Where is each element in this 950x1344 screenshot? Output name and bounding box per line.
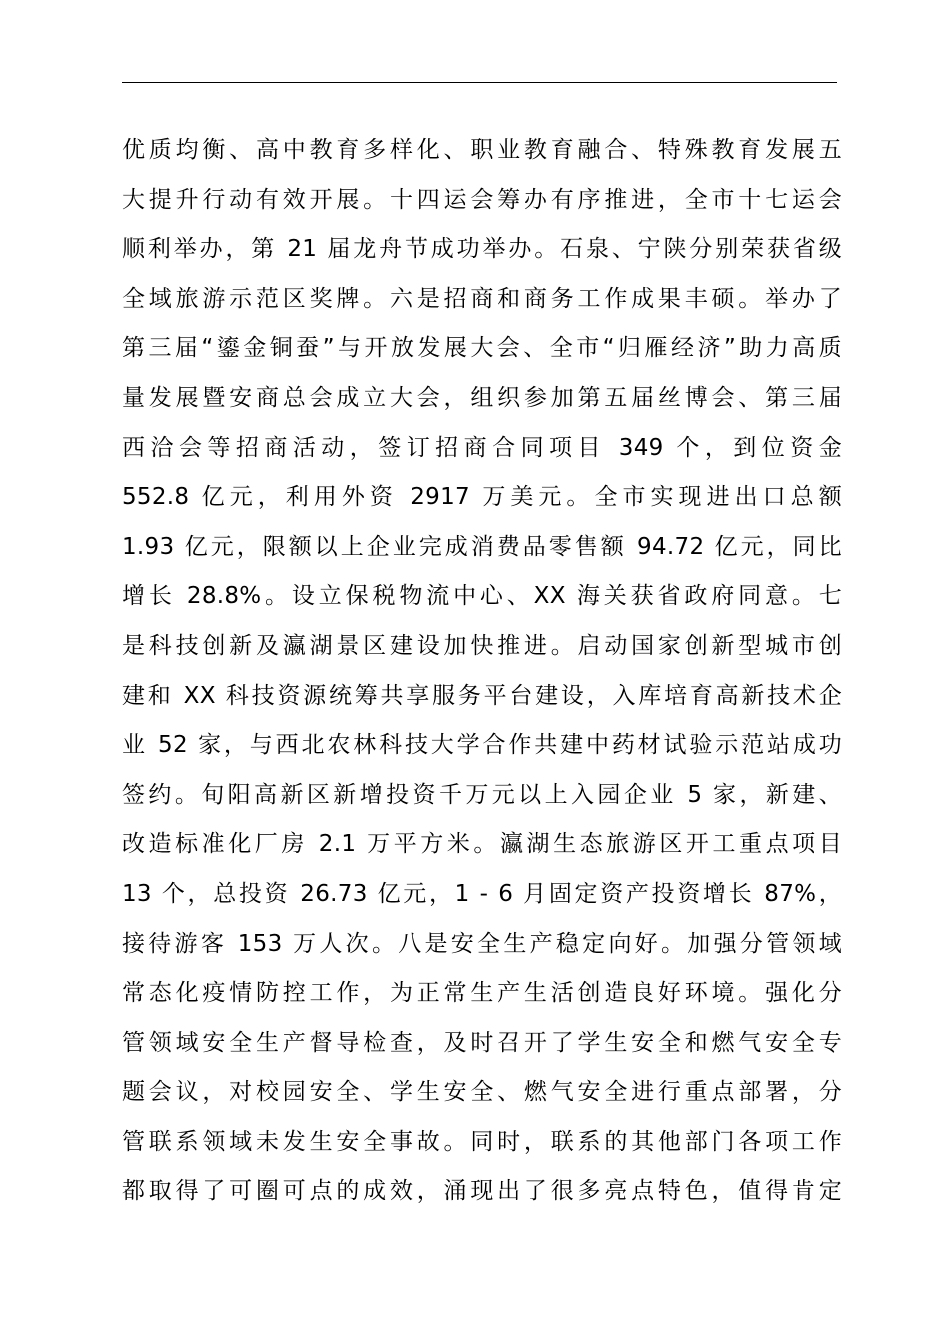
header-divider [122, 82, 837, 83]
text-line-2: 大提升行动有效开展。十四运会筹办有序推进，全市十七运会 [122, 186, 842, 213]
text-line-16: 13 个，总投资 26.73 亿元，1 - 6 月固定资产投资增长 87%， [122, 880, 842, 907]
text-line-5: 第三届“鎏金铜蚕”与开放发展大会、全市“归雁经济”助力高质 [122, 335, 842, 362]
text-line-19: 管领域安全生产督导检查，及时召开了学生安全和燃气安全专 [122, 1029, 842, 1056]
text-line-12: 建和 XX 科技资源统筹共享服务平台建设，入库培育高新技术企 [122, 682, 842, 709]
text-line-1: 优质均衡、高中教育多样化、职业教育融合、特殊教育发展五 [122, 137, 842, 163]
text-line-20: 题会议，对校园安全、学生安全、燃气安全进行重点部署，分 [122, 1079, 842, 1106]
text-line-7: 西洽会等招商活动，签订招商合同项目 349 个，到位资金 [122, 434, 842, 461]
text-line-3: 顺利举办，第 21 届龙舟节成功举办。石泉、宁陕分别荣获省级 [122, 236, 842, 263]
text-line-15: 改造标准化厂房 2.1 万平方米。瀛湖生态旅游区开工重点项目 [122, 831, 842, 858]
text-line-18: 常态化疫情防控工作，为正常生产生活创造良好环境。强化分 [122, 980, 842, 1007]
text-line-11: 是科技创新及瀛湖景区建设加快推进。启动国家创新型城市创 [122, 632, 842, 659]
text-line-14: 签约。旬阳高新区新增投资千万元以上入园企业 5 家，新建、 [122, 781, 842, 808]
text-line-8: 552.8 亿元，利用外资 2917 万美元。全市实现进出口总额 [122, 484, 842, 511]
text-line-6: 量发展暨安商总会成立大会，组织参加第五届丝博会、第三届 [122, 384, 842, 411]
text-line-17: 接待游客 153 万人次。八是安全生产稳定向好。加强分管领域 [122, 930, 842, 957]
text-line-4: 全域旅游示范区奖牌。六是招商和商务工作成果丰硕。举办了 [122, 285, 842, 312]
text-line-10: 增长 28.8%。设立保税物流中心、XX 海关获省政府同意。七 [122, 583, 842, 610]
text-line-13: 业 52 家，与西北农林科技大学合作共建中药材试验示范站成功 [122, 732, 842, 759]
document-body [122, 126, 842, 1217]
text-line-21: 管联系领域未发生安全事故。同时，联系的其他部门各项工作 [122, 1128, 842, 1155]
text-line-9: 1.93 亿元，限额以上企业完成消费品零售额 94.72 亿元，同比 [122, 533, 842, 560]
text-line-22: 都取得了可圈可点的成效，涌现出了很多亮点特色，值得肯定 [122, 1178, 842, 1205]
